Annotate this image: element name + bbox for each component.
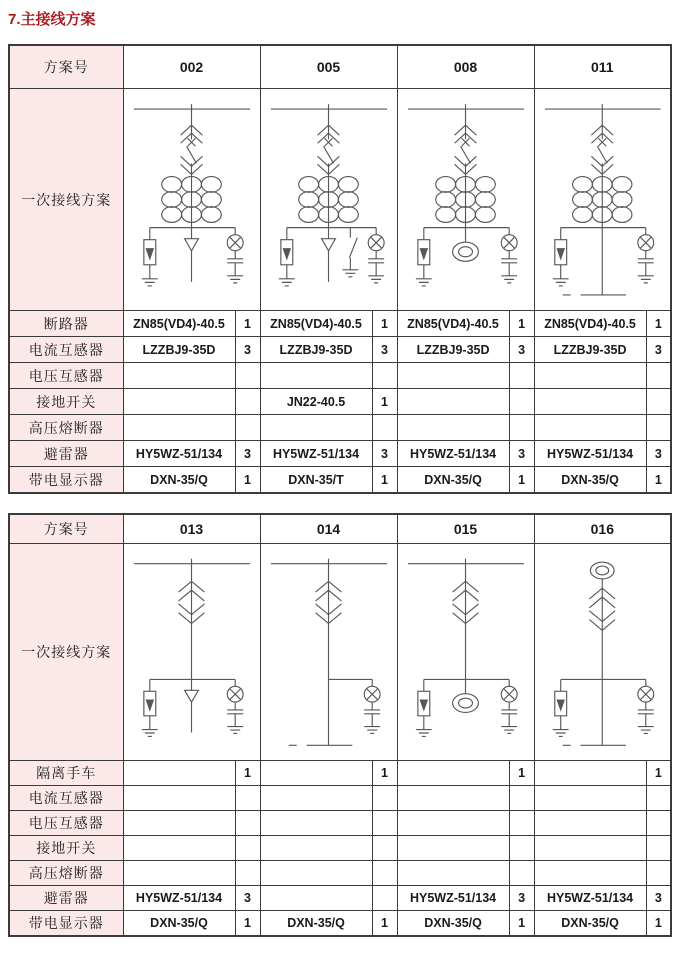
equipment-row: [9, 337, 671, 363]
scheme-header-008: 008: [397, 45, 534, 89]
primary-wiring-label: 一次接线方案: [9, 544, 123, 761]
model-cell: [397, 786, 509, 811]
scheme-header-014: 014: [260, 514, 397, 544]
model-cell: ZN85(VD4)-40.5: [397, 311, 509, 337]
model-cell: [397, 836, 509, 861]
model-cell: DXN-35/Q: [123, 467, 235, 494]
qty-cell: [646, 415, 671, 441]
qty-cell: [509, 363, 534, 389]
model-cell: ZN85(VD4)-40.5: [123, 311, 235, 337]
model-cell: HY5WZ-51/134: [123, 441, 235, 467]
equipment-row: [9, 441, 671, 467]
scheme-tables-container: [8, 44, 672, 937]
scheme-header-016: 016: [534, 514, 671, 544]
qty-cell: 1: [646, 467, 671, 494]
model-cell: [260, 363, 372, 389]
model-cell: [260, 811, 372, 836]
scheme-number-row: [9, 45, 671, 89]
equipment-label: 高压熔断器: [9, 861, 123, 886]
diagram-row: [9, 544, 671, 761]
equipment-row: [9, 786, 671, 811]
scheme-no-label: 方案号: [9, 45, 123, 89]
qty-cell: [235, 861, 260, 886]
qty-cell: 3: [235, 337, 260, 363]
qty-cell: 3: [235, 441, 260, 467]
diagram-cell-016: [534, 544, 671, 761]
qty-cell: 1: [235, 311, 260, 337]
model-cell: [534, 811, 646, 836]
model-cell: [260, 886, 372, 911]
model-cell: [534, 761, 646, 786]
diagram-cell-013: [123, 544, 260, 761]
equipment-row: [9, 886, 671, 911]
model-cell: [123, 836, 235, 861]
model-cell: [260, 836, 372, 861]
equipment-label: 电流互感器: [9, 786, 123, 811]
qty-cell: [646, 836, 671, 861]
one-line-diagram-008: [398, 89, 534, 310]
qty-cell: [372, 861, 397, 886]
model-cell: HY5WZ-51/134: [397, 441, 509, 467]
scheme-header-002: 002: [123, 45, 260, 89]
one-line-diagram-015: [398, 544, 534, 760]
qty-cell: 1: [646, 761, 671, 786]
model-cell: [260, 861, 372, 886]
qty-cell: 1: [509, 911, 534, 937]
equipment-label: 接地开关: [9, 836, 123, 861]
qty-cell: [372, 415, 397, 441]
scheme-header-015: 015: [397, 514, 534, 544]
qty-cell: 3: [372, 441, 397, 467]
qty-cell: [235, 786, 260, 811]
model-cell: [260, 415, 372, 441]
equipment-label: 避雷器: [9, 441, 123, 467]
qty-cell: [235, 836, 260, 861]
qty-cell: [372, 786, 397, 811]
qty-cell: [509, 786, 534, 811]
scheme-table-2: [8, 513, 672, 937]
qty-cell: [509, 389, 534, 415]
model-cell: [260, 761, 372, 786]
qty-cell: [372, 886, 397, 911]
qty-cell: 1: [372, 389, 397, 415]
model-cell: HY5WZ-51/134: [123, 886, 235, 911]
model-cell: HY5WZ-51/134: [260, 441, 372, 467]
qty-cell: 3: [509, 337, 534, 363]
equipment-label: 电流互感器: [9, 337, 123, 363]
model-cell: DXN-35/Q: [534, 911, 646, 937]
model-cell: DXN-35/Q: [534, 467, 646, 494]
model-cell: HY5WZ-51/134: [534, 441, 646, 467]
model-cell: [397, 415, 509, 441]
one-line-diagram-011: [535, 89, 671, 310]
equipment-label: 带电显示器: [9, 911, 123, 937]
one-line-diagram-002: [124, 89, 260, 310]
equipment-row: [9, 761, 671, 786]
qty-cell: 1: [235, 911, 260, 937]
model-cell: HY5WZ-51/134: [534, 886, 646, 911]
equipment-label: 高压熔断器: [9, 415, 123, 441]
model-cell: DXN-35/Q: [123, 911, 235, 937]
one-line-diagram-005: [261, 89, 397, 310]
diagram-cell-002: [123, 89, 260, 311]
one-line-diagram-016: [535, 544, 671, 760]
model-cell: [397, 811, 509, 836]
equipment-row: [9, 911, 671, 937]
model-cell: [123, 363, 235, 389]
qty-cell: 3: [646, 886, 671, 911]
diagram-cell-015: [397, 544, 534, 761]
qty-cell: [646, 861, 671, 886]
model-cell: DXN-35/T: [260, 467, 372, 494]
model-cell: DXN-35/Q: [397, 467, 509, 494]
qty-cell: [509, 415, 534, 441]
diagram-cell-005: [260, 89, 397, 311]
qty-cell: [646, 363, 671, 389]
equipment-row: [9, 415, 671, 441]
model-cell: DXN-35/Q: [397, 911, 509, 937]
equipment-row: [9, 389, 671, 415]
model-cell: [534, 836, 646, 861]
equipment-label: 接地开关: [9, 389, 123, 415]
equipment-label: 电压互感器: [9, 811, 123, 836]
scheme-header-011: 011: [534, 45, 671, 89]
qty-cell: 1: [372, 311, 397, 337]
scheme-table-1: [8, 44, 672, 494]
qty-cell: [646, 786, 671, 811]
qty-cell: [372, 811, 397, 836]
model-cell: LZZBJ9-35D: [123, 337, 235, 363]
equipment-label: 带电显示器: [9, 467, 123, 494]
model-cell: [123, 811, 235, 836]
qty-cell: [372, 363, 397, 389]
qty-cell: 1: [509, 311, 534, 337]
qty-cell: [235, 389, 260, 415]
model-cell: [534, 786, 646, 811]
qty-cell: [235, 811, 260, 836]
model-cell: LZZBJ9-35D: [260, 337, 372, 363]
scheme-header-013: 013: [123, 514, 260, 544]
qty-cell: [235, 415, 260, 441]
scheme-no-label: 方案号: [9, 514, 123, 544]
qty-cell: 1: [372, 911, 397, 937]
equipment-row: [9, 363, 671, 389]
qty-cell: 3: [372, 337, 397, 363]
equipment-row: [9, 861, 671, 886]
model-cell: ZN85(VD4)-40.5: [534, 311, 646, 337]
equipment-row: [9, 311, 671, 337]
model-cell: [260, 786, 372, 811]
model-cell: [123, 761, 235, 786]
model-cell: [123, 415, 235, 441]
model-cell: [397, 363, 509, 389]
page-title: 7.主接线方案: [8, 11, 96, 28]
scheme-header-005: 005: [260, 45, 397, 89]
qty-cell: [646, 389, 671, 415]
model-cell: [534, 389, 646, 415]
model-cell: [534, 363, 646, 389]
scheme-number-row: [9, 514, 671, 544]
qty-cell: 1: [509, 467, 534, 494]
equipment-row: [9, 811, 671, 836]
qty-cell: 1: [235, 761, 260, 786]
qty-cell: 1: [235, 467, 260, 494]
equipment-label: 避雷器: [9, 886, 123, 911]
qty-cell: 1: [646, 911, 671, 937]
model-cell: DXN-35/Q: [260, 911, 372, 937]
model-cell: ZN85(VD4)-40.5: [260, 311, 372, 337]
equipment-label: 隔离手车: [9, 761, 123, 786]
model-cell: [397, 861, 509, 886]
model-cell: [397, 761, 509, 786]
qty-cell: [509, 861, 534, 886]
qty-cell: [509, 836, 534, 861]
diagram-cell-011: [534, 89, 671, 311]
qty-cell: 1: [372, 467, 397, 494]
model-cell: JN22-40.5: [260, 389, 372, 415]
equipment-row: [9, 467, 671, 494]
qty-cell: 3: [509, 441, 534, 467]
model-cell: [123, 786, 235, 811]
qty-cell: 1: [372, 761, 397, 786]
equipment-row: [9, 836, 671, 861]
model-cell: [123, 389, 235, 415]
model-cell: LZZBJ9-35D: [397, 337, 509, 363]
diagram-cell-014: [260, 544, 397, 761]
equipment-label: 电压互感器: [9, 363, 123, 389]
qty-cell: 3: [646, 441, 671, 467]
qty-cell: 1: [509, 761, 534, 786]
model-cell: HY5WZ-51/134: [397, 886, 509, 911]
qty-cell: [235, 363, 260, 389]
qty-cell: [372, 836, 397, 861]
one-line-diagram-014: [261, 544, 397, 760]
model-cell: LZZBJ9-35D: [534, 337, 646, 363]
model-cell: [534, 415, 646, 441]
qty-cell: 3: [646, 337, 671, 363]
qty-cell: [646, 811, 671, 836]
model-cell: [397, 389, 509, 415]
equipment-label: 断路器: [9, 311, 123, 337]
qty-cell: 3: [509, 886, 534, 911]
primary-wiring-label: 一次接线方案: [9, 89, 123, 311]
qty-cell: [509, 811, 534, 836]
model-cell: [534, 861, 646, 886]
qty-cell: 1: [646, 311, 671, 337]
one-line-diagram-013: [124, 544, 260, 760]
qty-cell: 3: [235, 886, 260, 911]
diagram-row: [9, 89, 671, 311]
model-cell: [123, 861, 235, 886]
diagram-cell-008: [397, 89, 534, 311]
